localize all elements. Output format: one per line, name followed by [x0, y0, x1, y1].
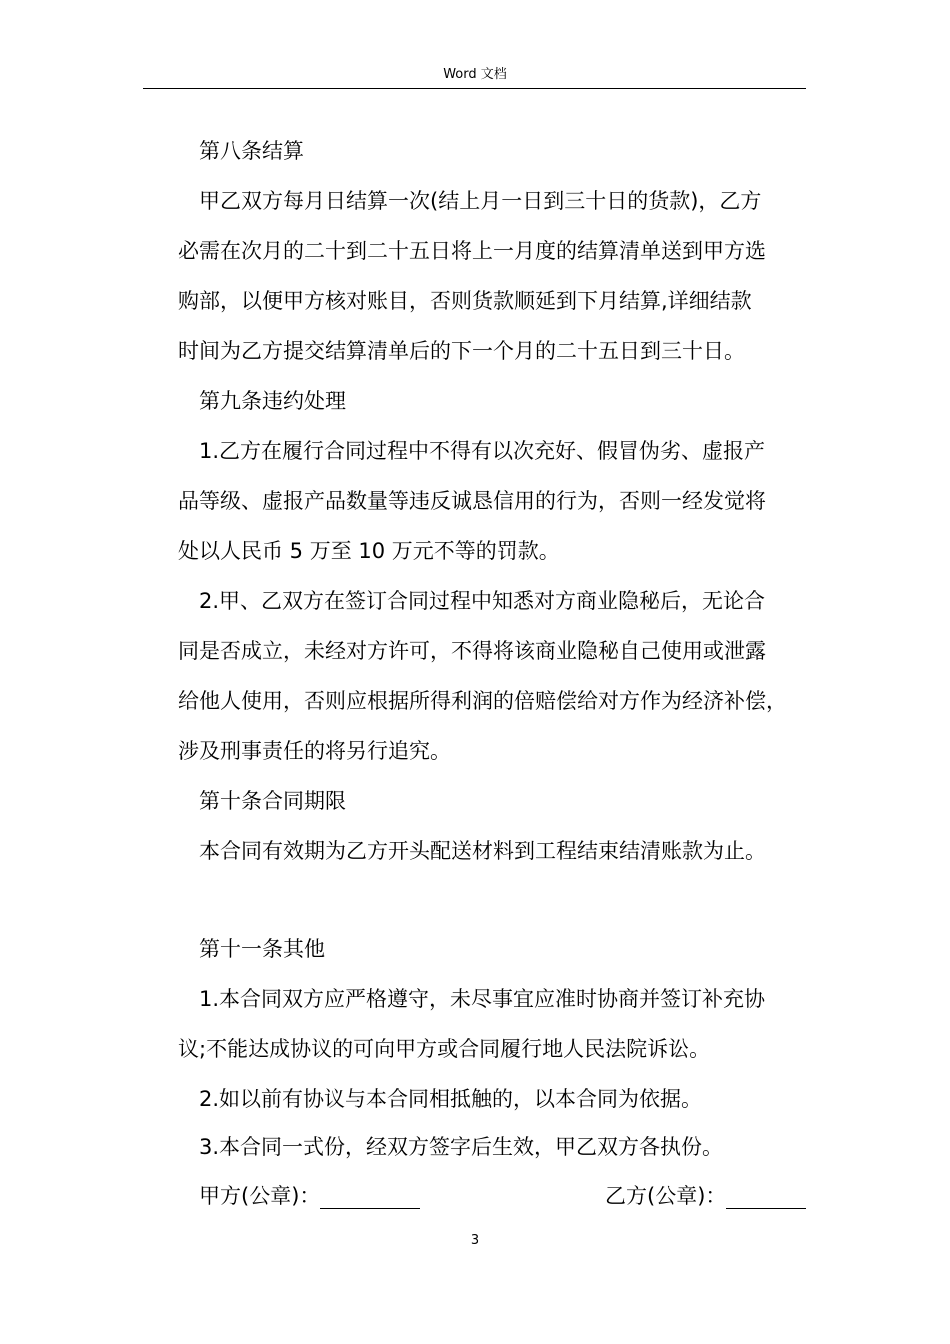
- party-b-label: 乙方(公章)：: [605, 1184, 727, 1208]
- article-9-heading: 第九条违约处理: [199, 389, 346, 413]
- article-11-heading: 第十一条其他: [199, 937, 325, 961]
- paragraph-line: 品等级、虚报产品数量等违反诚恳信用的行为，否则一经发觉将: [178, 489, 766, 513]
- party-b-signature-blank: [726, 1186, 806, 1209]
- paragraph-line: 同是否成立，未经对方许可，不得将该商业隐秘自己使用或泄露: [178, 639, 766, 663]
- paragraph-line: 处以人民币 5 万至 10 万元不等的罚款。: [178, 539, 560, 563]
- paragraph-line: 1.本合同双方应严格遵守，未尽事宜应准时协商并签订补充协: [199, 987, 766, 1011]
- paragraph-line: 时间为乙方提交结算清单后的下一个月的二十五日到三十日。: [178, 339, 745, 363]
- paragraph-line: 必需在次月的二十到二十五日将上一月度的结算清单送到甲方选: [178, 239, 766, 263]
- document-header-title: Word 文档: [443, 67, 507, 82]
- paragraph-line: 3.本合同一式份，经双方签字后生效，甲乙双方各执份。: [199, 1135, 724, 1159]
- article-8-heading: 第八条结算: [199, 139, 304, 163]
- paragraph-line: 涉及刑事责任的将另行追究。: [178, 739, 451, 763]
- party-a-label: 甲方(公章)：: [199, 1184, 321, 1208]
- paragraph-line: 2.甲、乙双方在签订合同过程中知悉对方商业隐秘后，无论合: [199, 589, 766, 613]
- header-divider: [143, 88, 806, 89]
- page-number: 3: [470, 1233, 480, 1248]
- article-10-heading: 第十条合同期限: [199, 789, 346, 813]
- party-a-signature: [199, 1183, 420, 1209]
- paragraph-line: 议;不能达成协议的可向甲方或合同履行地人民法院诉讼。: [178, 1037, 711, 1061]
- party-a-signature-blank: [320, 1186, 420, 1209]
- paragraph-line: 购部，以便甲方核对账目，否则货款顺延到下月结算,详细结款: [178, 289, 752, 313]
- paragraph-line: 2.如以前有协议与本合同相抵触的，以本合同为依据。: [199, 1087, 703, 1111]
- paragraph-line: 本合同有效期为乙方开头配送材料到工程结束结清账款为止。: [199, 839, 766, 863]
- paragraph-line: 1.乙方在履行合同过程中不得有以次充好、假冒伪劣、虚报产: [199, 439, 766, 463]
- paragraph-line: 甲乙双方每月日结算一次(结上月一日到三十日的货款)，乙方: [199, 189, 762, 213]
- party-b-signature: [605, 1183, 806, 1209]
- paragraph-line: 给他人使用，否则应根据所得利润的倍赔偿给对方作为经济补偿，: [178, 689, 787, 713]
